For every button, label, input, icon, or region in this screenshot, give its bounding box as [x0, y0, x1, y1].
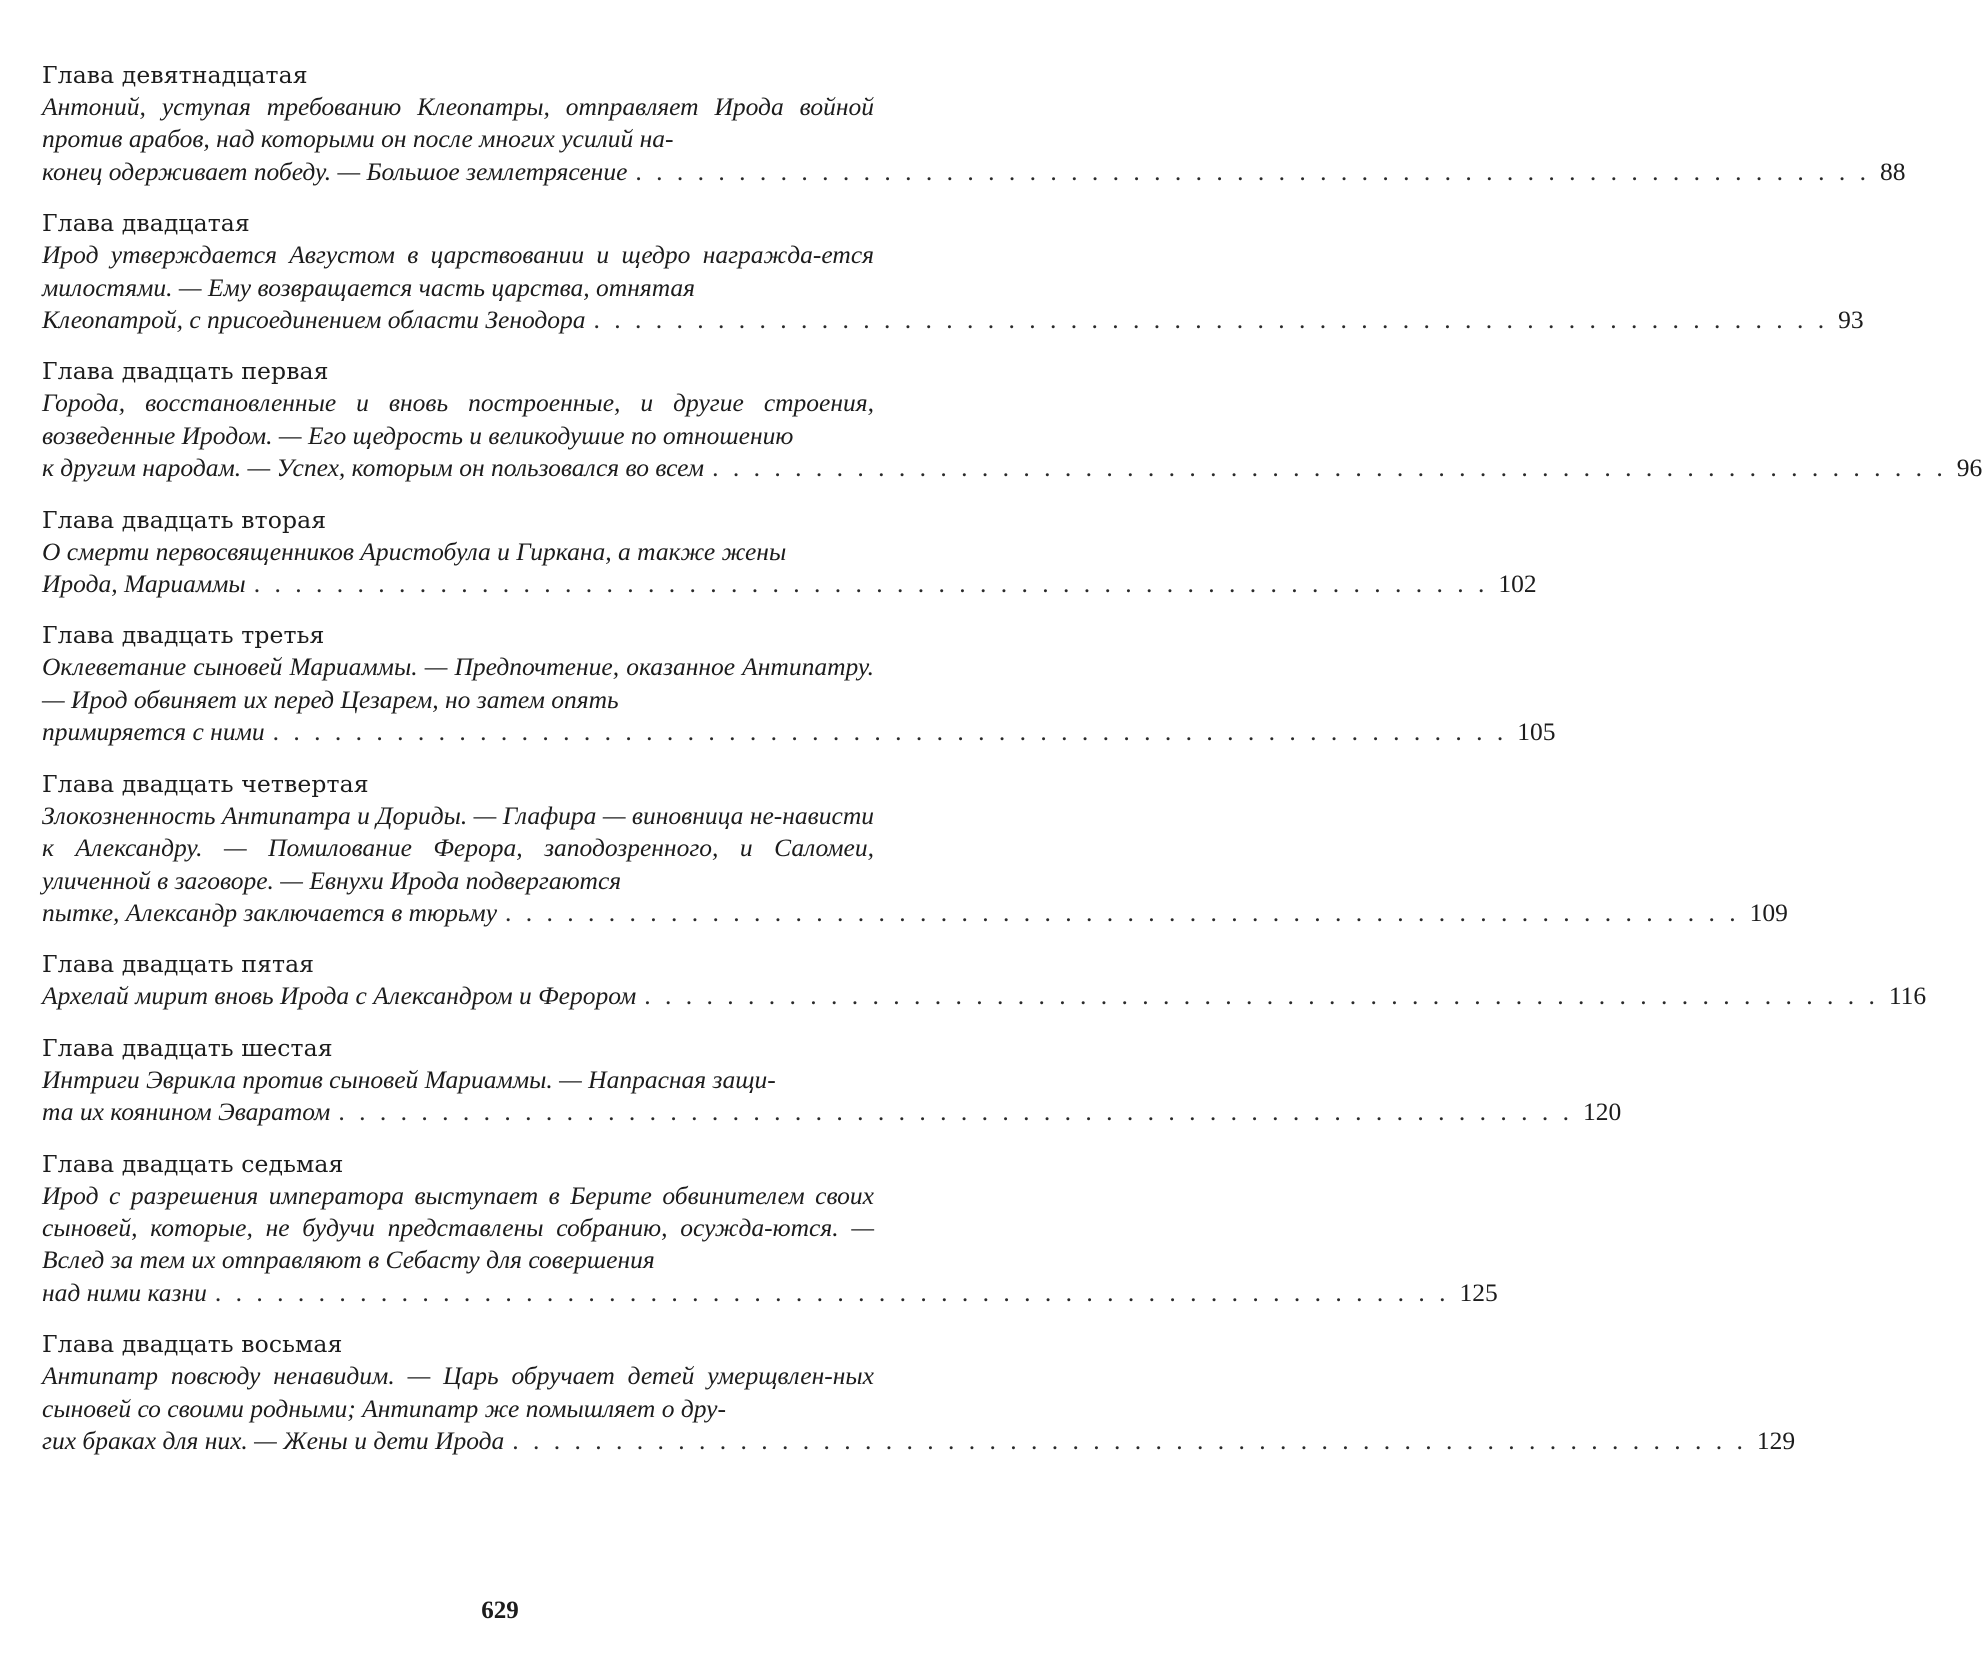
- chapter-summary-ending: Архелай мирит вновь Ирода с Александром и Ферором: [42, 981, 637, 1011]
- chapter-title: Глава двадцатая: [42, 209, 250, 238]
- chapter-title: Глава двадцать седьмая: [42, 1149, 344, 1178]
- chapter-title: Глава двадцать шестая: [42, 1033, 333, 1062]
- dot-leader: . . . . . . . . . . . . . . . . . . . . . . . . . . . . . . . . . . . . . . . . . . . . . . . . . . . . . . . . . . . .: [593, 305, 1829, 335]
- chapter-summary-last-line: [42, 452, 1982, 484]
- dot-leader: . . . . . . . . . . . . . . . . . . . . . . . . . . . . . . . . . . . . . . . . . . . . . . . . . . . . . . . . . . . .: [512, 1425, 1747, 1455]
- chapter-summary-last-line: [42, 897, 1788, 929]
- chapter-summary: Ирод утверждается Августом в царствовании и щедро награжда-ется милостями. — Ему возвращается часть царства, отнятая: [42, 240, 874, 302]
- dot-leader: . . . . . . . . . . . . . . . . . . . . . . . . . . . . . . . . . . . . . . . . . . . . . . . . . . . . . . . . . . . .: [253, 569, 1489, 599]
- chapter-summary-last-line: [42, 1425, 1796, 1457]
- chapter-summary-ending: над ними казни: [42, 1277, 207, 1307]
- dot-leader: . . . . . . . . . . . . . . . . . . . . . . . . . . . . . . . . . . . . . . . . . . . . . . . . . . . . . . . . . . . .: [644, 981, 1879, 1011]
- chapter-summary-ending: Клеопатрой, с присоединением области Зенодора: [42, 305, 586, 335]
- chapter-title: Глава двадцать четвертая: [42, 769, 369, 798]
- page-number: 129: [1756, 1425, 1796, 1455]
- chapter-title: Глава двадцать пятая: [42, 950, 315, 979]
- chapter-summary: Антипатр повсюду ненавидим. — Царь обручает детей умерщвлен-ных сыновей со своими родными; Антипатр же помышляет о дру-: [42, 1361, 874, 1423]
- page-number: 116: [1888, 981, 1927, 1011]
- chapter-summary-ending: конец одерживает победу. — Большое землетрясение: [42, 156, 628, 186]
- chapter-summary: Ирод с разрешения императора выступает в Берите обвинителем своих сыновей, которые, не будучи представлены собранию, осужда-ются. — Вслед за тем их отправляют в Себасту для совершения: [42, 1180, 874, 1275]
- toc-entry-22: [42, 505, 1537, 601]
- chapter-summary: Злокозненность Антипатра и Дориды. — Глафира — виновница не-нависти к Александру. — Помилование Ферора, заподозренного, и Саломеи, уличенной в заговоре. — Евнухи Ирода подвергаются: [42, 800, 874, 895]
- chapter-summary: Антоний, уступая требованию Клеопатры, отправляет Ирода войной против арабов, над которыми он после многих усилий на-: [42, 92, 874, 154]
- chapter-title: Глава двадцать восьмая: [42, 1330, 343, 1359]
- chapter-summary-last-line: [42, 716, 1556, 748]
- chapter-summary: Города, восстановленные и вновь построенные, и другие строения, возведенные Иродом. — Его щедрость и великодушие по отношению: [42, 388, 874, 450]
- chapter-title: Глава двадцать вторая: [42, 505, 327, 534]
- chapter-summary-last-line: [42, 1096, 1622, 1128]
- chapter-summary-last-line: [42, 304, 1864, 336]
- dot-leader: . . . . . . . . . . . . . . . . . . . . . . . . . . . . . . . . . . . . . . . . . . . . . . . . . . . . . . . . . . . .: [635, 156, 1871, 186]
- chapter-summary-ending: та их коянином Эваратом: [42, 1097, 331, 1127]
- table-of-contents: [42, 60, 1982, 1477]
- page-number: 109: [1749, 897, 1788, 927]
- page-number: 93: [1838, 305, 1864, 335]
- dot-leader: . . . . . . . . . . . . . . . . . . . . . . . . . . . . . . . . . . . . . . . . . . . . . . . . . . . . . . . . . . . .: [712, 453, 1947, 483]
- dot-leader: . . . . . . . . . . . . . . . . . . . . . . . . . . . . . . . . . . . . . . . . . . . . . . . . . . . . . . . . . . . .: [338, 1097, 1573, 1127]
- chapter-summary-ending: гих браках для них. — Жены и дети Ирода: [42, 1425, 505, 1455]
- toc-entry-21: [42, 356, 1982, 484]
- toc-entry-20: [42, 208, 1864, 336]
- page-number: 120: [1582, 1097, 1622, 1127]
- toc-entry-23: [42, 620, 1556, 748]
- toc-entry-28: [42, 1329, 1796, 1457]
- chapter-title: Глава двадцать третья: [42, 621, 325, 650]
- chapter-summary-ending: пытке, Александр заключается в тюрьму: [42, 897, 498, 927]
- chapter-summary-last-line: [42, 1277, 1498, 1309]
- chapter-summary-ending: примиряется с ними: [42, 717, 265, 747]
- page-number: 96: [1956, 453, 1982, 483]
- chapter-summary-ending: к другим народам. — Успех, которым он пользовался во всем: [42, 453, 705, 483]
- chapter-summary-last-line: [42, 156, 1906, 188]
- chapter-summary: Оклеветание сыновей Мариаммы. — Предпочтение, оказанное Антипатру. — Ирод обвиняет их перед Цезарем, но затем опять: [42, 652, 874, 714]
- chapter-summary-last-line: [42, 568, 1537, 600]
- toc-entry-19: [42, 60, 1906, 188]
- toc-entry-26: [42, 1033, 1622, 1129]
- page-number: 102: [1498, 569, 1537, 599]
- chapter-title: Глава двадцать первая: [42, 357, 329, 386]
- page-number: 105: [1517, 717, 1556, 747]
- toc-entry-27: [42, 1149, 1498, 1310]
- page-folio-number: 629: [481, 1597, 519, 1624]
- toc-entry-24: [42, 769, 1788, 930]
- dot-leader: . . . . . . . . . . . . . . . . . . . . . . . . . . . . . . . . . . . . . . . . . . . . . . . . . . . . . . . . . . . .: [505, 897, 1740, 927]
- chapter-title: Глава девятнадцатая: [42, 61, 308, 89]
- chapter-summary: Интриги Эврикла против сыновей Мариаммы. — Напрасная защи-: [42, 1064, 776, 1094]
- dot-leader: . . . . . . . . . . . . . . . . . . . . . . . . . . . . . . . . . . . . . . . . . . . . . . . . . . . . . . . . . . . .: [272, 717, 1508, 747]
- page-number: 88: [1880, 156, 1906, 186]
- chapter-summary-ending: Ирода, Мариаммы: [42, 569, 246, 599]
- dot-leader: . . . . . . . . . . . . . . . . . . . . . . . . . . . . . . . . . . . . . . . . . . . . . . . . . . . . . . . . . . . .: [214, 1277, 1450, 1307]
- chapter-summary-last-line: [42, 980, 1927, 1012]
- chapter-summary: О смерти первосвященников Аристобула и Гиркана, а также жены: [42, 536, 787, 566]
- page-number: 125: [1459, 1277, 1498, 1307]
- toc-entry-25: [42, 949, 1927, 1012]
